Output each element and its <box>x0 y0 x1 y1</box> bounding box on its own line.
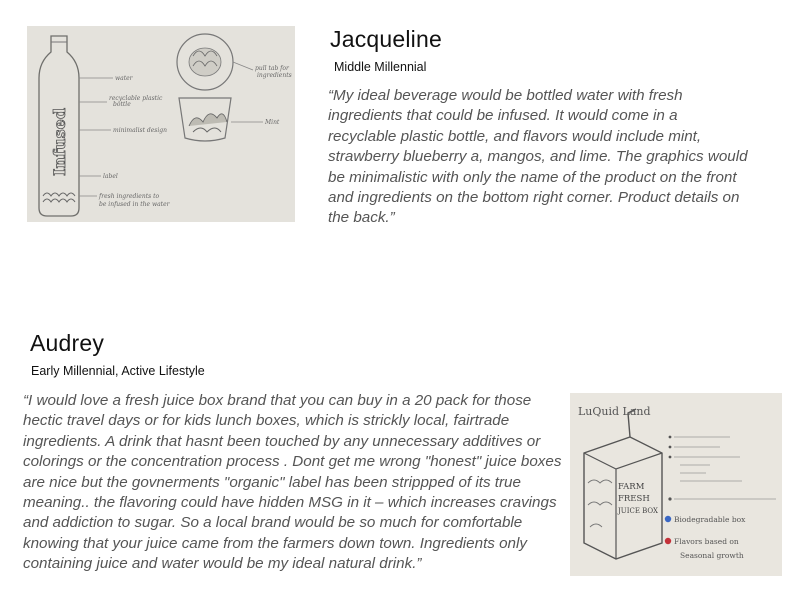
svg-text:ingredients: ingredients <box>257 72 292 79</box>
persona-quote: “I would love a fresh juice box brand that you can buy in a 20 pack for those hectic travel days or for kids lunch boxes, which is strickly local, fairtrade ingredients. A drink that hasnt been touched by any unnecessary additives or colorings or the concentration process . Dont get me wrong "honest" juice boxes are nice but the govnerments "organic" label has been strippped of its true meaning.. the flavoring could have hidden MSG in it – which increases cravings and addiction to sugar. So a local brand would be so much for comfortable knowing that your juice came from the farmers down town. Ingredients only containing juice and water would be my ideal natural drink.” <box>23 392 562 573</box>
persona-name-jacqueline: Jacqueline <box>330 26 442 52</box>
bottle-brand-label: Infused <box>50 107 69 176</box>
sketch-note: Seasonal growth <box>680 551 744 560</box>
svg-text:label: label <box>103 173 118 180</box>
bottle-sketch-image <box>27 26 295 222</box>
box-text-line: JUICE BOX <box>618 507 659 515</box>
sketch-note: Biodegradable box <box>674 515 746 524</box>
svg-text:fresh ingredients to: fresh ingredients to <box>99 193 160 200</box>
svg-text:be infused in the water: be infused in the water <box>99 201 170 208</box>
box-text-line: FARM <box>618 482 645 492</box>
persona-subtitle: Middle Millennial <box>334 60 427 74</box>
persona-name-audrey: Audrey <box>30 330 105 356</box>
persona-quote: “My ideal beverage would be bottled water with fresh ingredients that could be infused. It would come in a recyclable plastic bottle, and flavors would include mint, strawberry blueberry a, mangos, and lime. The graphics would be minimalistic with only the name of the product on the front and ingredients on the bottom right corner. Product details on the back.” <box>328 87 748 227</box>
svg-text:pull tab for: pull tab for <box>255 65 289 72</box>
svg-text:water: water <box>115 75 133 82</box>
sketch-note: Flavors based on <box>674 537 739 546</box>
juice-box-sketch-image <box>570 393 782 576</box>
blue-bullet-icon <box>665 516 671 522</box>
svg-text:bottle: bottle <box>113 101 131 108</box>
svg-text:recyclable plastic: recyclable plastic <box>109 95 163 102</box>
svg-text:Mint: Mint <box>265 119 280 126</box>
red-bullet-icon <box>665 538 671 544</box>
box-text-line: FRESH <box>618 494 650 504</box>
persona-subtitle: Early Millennial, Active Lifestyle <box>31 364 205 378</box>
svg-text:minimalist design: minimalist design <box>113 127 167 134</box>
sketch-title: LuQuid Land <box>578 405 651 418</box>
